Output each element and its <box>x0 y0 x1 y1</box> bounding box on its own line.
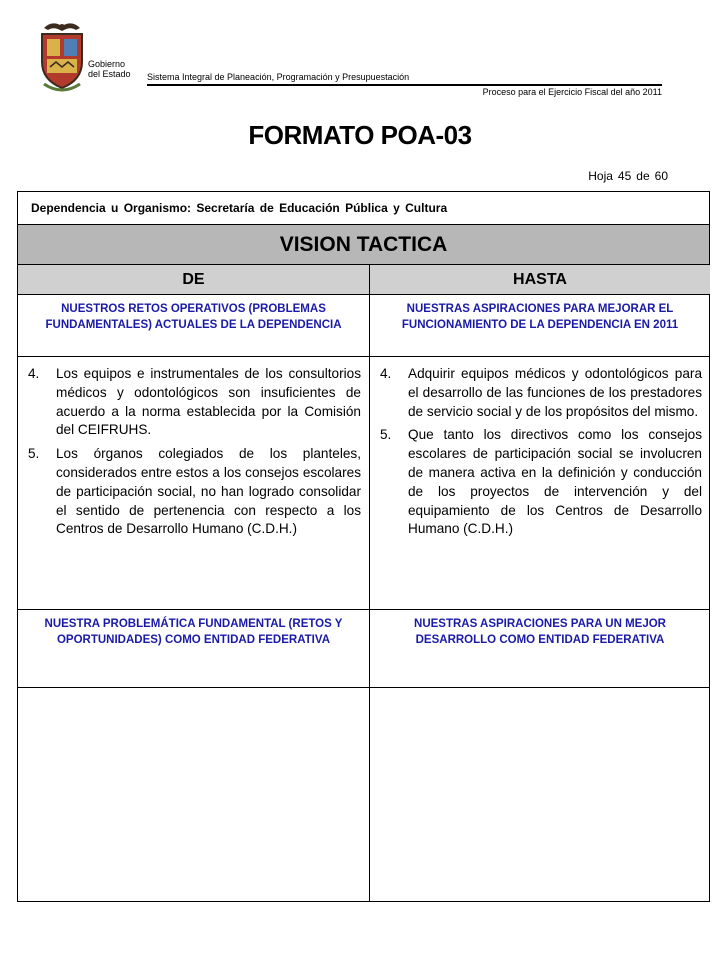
column-header-row <box>18 265 709 295</box>
item-text: Los equipos e instrumentales de los consultorios médicos y odontológicos son insuficientes de acuerdo a la norma establecida por la Comisión del CEIFRUHS. <box>56 366 361 438</box>
list-item <box>24 365 361 440</box>
page-title: FORMATO POA-03 <box>248 120 472 150</box>
column-to-header: HASTA <box>370 265 710 294</box>
sheet-number <box>588 169 668 183</box>
section-title: VISION TACTICA <box>18 225 709 265</box>
aspirations-list <box>370 357 710 610</box>
item-number: 5. <box>380 427 392 443</box>
item-text: Que tanto los directivos como los consejos escolares de participación social se involucren de manera activa en la definición y conducción de los proyectos de intervención y del equipamiento de los Centros de Desarrollo Humano (C.D.H.) <box>408 427 702 537</box>
item-number: 5. <box>28 446 40 462</box>
system-name: Sistema Integral de Planeación, Programación y Presupuestación <box>147 72 410 82</box>
state-coat-of-arms-icon <box>36 18 88 94</box>
sheet-label: Hoja <box>588 169 613 183</box>
heading-text: NUESTRAS ASPIRACIONES PARA UN MEJOR DESARROLLO COMO ENTIDAD FEDERATIVA <box>414 618 666 646</box>
list-item <box>376 426 702 539</box>
column-from-header: DE <box>18 265 369 294</box>
heading-text: NUESTRA PROBLEMÁTICA FUNDAMENTAL (RETOS Y OPORTUNIDADES) COMO ENTIDAD FEDERATIVA <box>44 618 343 646</box>
sheet-of: de <box>636 169 650 183</box>
operational-aspirations-heading <box>370 295 710 357</box>
item-text: Adquirir equipos médicos y odontológicos para el desarrollo de las funciones de los prestadores de servicio social y de los propósitos del mismo. <box>408 366 702 419</box>
header-rule <box>147 84 662 86</box>
state-problems-heading <box>18 610 369 688</box>
item-number: 4. <box>28 366 40 381</box>
gov-line-1: Gobierno <box>88 59 126 69</box>
state-aspirations-heading <box>370 610 710 688</box>
gov-line-2: del Estado <box>88 69 131 79</box>
item-number: 4. <box>380 366 392 381</box>
operational-challenges-heading <box>18 295 369 357</box>
heading-text: NUESTROS RETOS OPERATIVOS (PROBLEMAS FUNDAMENTALES) ACTUALES DE LA DEPENDENCIA <box>45 303 342 331</box>
challenges-list <box>18 357 369 610</box>
sheet-total: 60 <box>654 169 668 183</box>
government-label <box>88 59 131 79</box>
process-label: Proceso para el Ejercicio Fiscal del año 2011 <box>482 87 662 97</box>
item-text: Los órganos colegiados de los planteles, considerados entre estos a los consejos escolares de participación social, no han logrado consolidar el sentido de pertenencia con respecto a los Centros de Desarrollo Humano (C.D.H.) <box>56 446 361 537</box>
sheet-current: 45 <box>617 169 632 183</box>
heading-text: NUESTRAS ASPIRACIONES PARA MEJORAR EL FUNCIONAMIENTO DE LA DEPENDENCIA EN 2011 <box>401 303 679 331</box>
list-item <box>24 445 361 539</box>
dependency-row: Dependencia u Organismo: Secretaría de Educación Pública y Cultura <box>18 192 709 225</box>
poa-table <box>17 191 710 902</box>
list-item <box>376 365 702 421</box>
